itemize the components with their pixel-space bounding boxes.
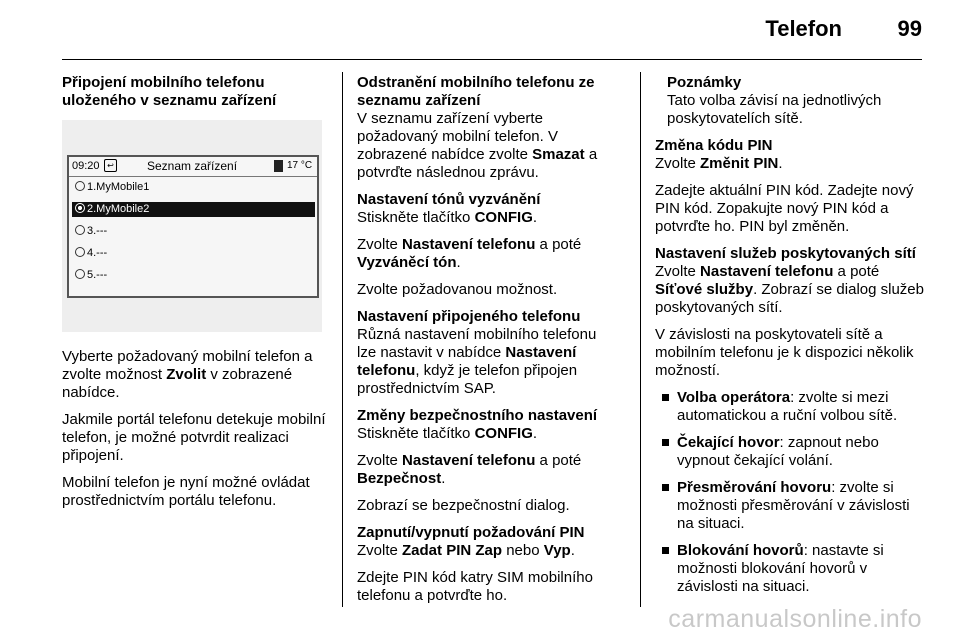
note-text: Tato volba závisí na jednotlivých poskytovatelích sítě. xyxy=(667,92,882,127)
paragraph: Zvolte Nastavení telefonu a poté Vyzváněcí tón. xyxy=(357,236,582,271)
screen-title: Seznam zařízení xyxy=(147,159,238,173)
paragraph: Zvolte požadovanou možnost. xyxy=(357,281,558,298)
section-heading: Změny bezpečnostního nastavení xyxy=(357,407,598,424)
device-list-item: 3.--- xyxy=(75,224,107,239)
bullet-item: Blokování hovorů: nastavte si možnosti blokování hovorů v závislosti na situaci. xyxy=(659,542,925,596)
note-heading: Poznámky xyxy=(667,74,742,91)
radio-icon xyxy=(75,181,85,191)
paragraph: Mobilní telefon je nyní možné ovládat prostřednictvím portálu telefonu. xyxy=(62,474,310,509)
section-heading: Změna kódu PIN xyxy=(655,137,773,154)
note-box xyxy=(655,74,925,128)
paragraph: Zobrazí se bezpečnostní dialog. xyxy=(357,497,570,514)
radio-icon xyxy=(75,225,85,235)
paragraph: Zvolte Nastavení telefonu a poté Bezpečnost. xyxy=(357,452,582,487)
device-list-item: 4.--- xyxy=(75,246,107,261)
paragraph: Zvolte Nastavení telefonu a poté Síťové služby. Zobrazí se dialog služeb poskytovaných sítí. xyxy=(655,263,924,316)
page-header-title: Telefon xyxy=(765,16,842,41)
paragraph: Vyberte požadovaný mobilní telefon a zvolte možnost Zvolit v zobrazené nabídce. xyxy=(62,348,313,401)
page-number: 99 xyxy=(897,16,922,41)
radio-icon xyxy=(75,247,85,257)
column-divider xyxy=(342,72,343,607)
section-heading: Připojení mobilního telefonu uloženého v seznamu zařízení xyxy=(62,74,277,109)
paragraph: V seznamu zařízení vyberte požadovaný mobilní telefon. V zobrazené nabídce zvolte Smazat a potvrďte následnou zprávu. xyxy=(357,110,598,181)
paragraph: Stiskněte tlačítko CONFIG. xyxy=(357,209,538,226)
section-heading: Zapnutí/vypnutí požadování PIN xyxy=(357,524,585,541)
section-heading: Nastavení služeb poskytovaných sítí xyxy=(655,245,916,262)
paragraph: Různá nastavení mobilního telefonu lze nastavit v nabídce Nastavení telefonu, když je telefon připojen prostřednictvím SAP. xyxy=(357,326,597,397)
screen-time: 09:20 xyxy=(72,160,100,172)
screen-temperature: 17 °C xyxy=(287,160,313,171)
radio-icon xyxy=(75,269,85,279)
watermark: carmanualsonline.info xyxy=(668,605,922,633)
radio-selected-icon xyxy=(75,203,85,213)
device-list-item: 1.MyMobile1 xyxy=(75,180,149,195)
device-list-item: 5.--- xyxy=(75,268,107,283)
bullet-item: Přesměrování hovoru: zvolte si možnosti přesměrování v závislosti na situaci. xyxy=(659,479,925,533)
thermometer-icon xyxy=(274,160,283,172)
column-right xyxy=(655,74,925,605)
paragraph: Jakmile portál telefonu detekuje mobilní telefon, je možné potvrdit realizaci připojení. xyxy=(62,411,326,464)
back-icon: ↩ xyxy=(104,159,117,172)
paragraph: Zvolte Změnit PIN. xyxy=(655,155,783,172)
paragraph: Zvolte Zadat PIN Zap nebo Vyp. xyxy=(357,542,575,559)
column-middle xyxy=(357,74,619,614)
bullet-item: Čekající hovor: zapnout nebo vypnout čekající volání. xyxy=(659,434,925,470)
column-left xyxy=(62,74,330,110)
paragraph: V závislosti na poskytovateli sítě a mobilním telefonu je k dispozici několik možností. xyxy=(655,326,914,379)
section-heading: Odstranění mobilního telefonu ze seznamu zařízení xyxy=(357,74,595,109)
device-list-item-selected: 2.MyMobile2 xyxy=(72,202,315,217)
column-left-body xyxy=(62,348,334,519)
screen-header xyxy=(69,157,317,177)
bullet-item: Volba operátora: zvolte si mezi automatickou a ruční volbou sítě. xyxy=(659,389,925,425)
section-heading: Nastavení tónů vyzvánění xyxy=(357,191,541,208)
display-screen xyxy=(67,155,319,298)
paragraph: Stiskněte tlačítko CONFIG. xyxy=(357,425,538,442)
paragraph: Zadejte aktuální PIN kód. Zadejte nový PIN kód. Zopakujte nový PIN kód a potvrďte ho. PIN byl změněn. xyxy=(655,182,914,235)
device-list-screenshot xyxy=(62,120,322,332)
paragraph: Zdejte PIN kód katry SIM mobilního telefonu a potvrďte ho. xyxy=(357,569,593,604)
section-heading: Nastavení připojeného telefonu xyxy=(357,308,581,325)
column-divider xyxy=(640,72,641,607)
header-rule xyxy=(62,59,922,60)
